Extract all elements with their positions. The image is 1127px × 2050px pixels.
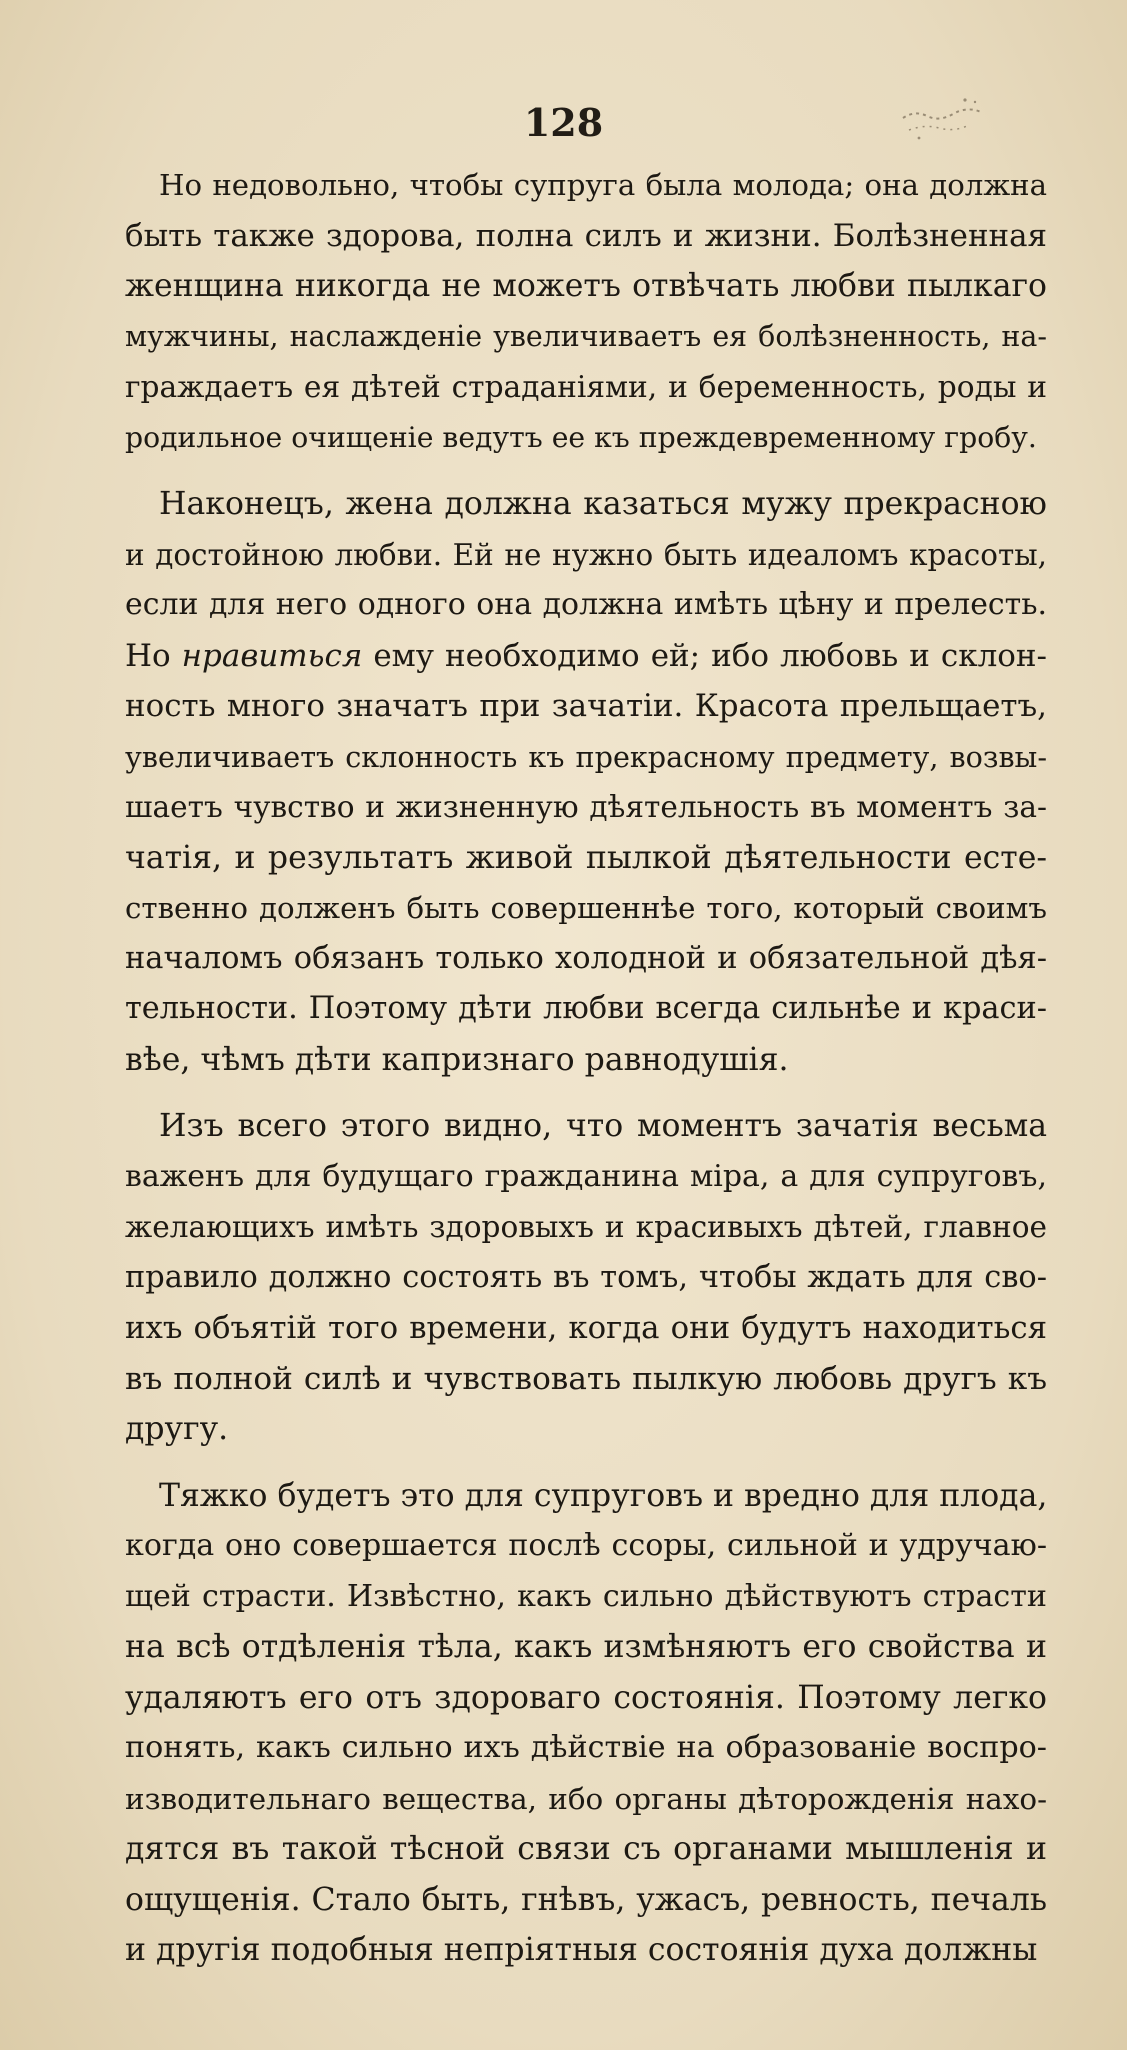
text-line: въ полной силѣ и чувствовать пылкую любовь другъ къ: [125, 1360, 1047, 1397]
paragraph: [125, 479, 1047, 1085]
text-line: когда оно совершается послѣ ссоры, сильной и удручаю-: [125, 1528, 1047, 1563]
text-line: быть также здорова, полна силъ и жизни. Болѣзненная: [125, 217, 1047, 254]
body-text: [125, 160, 1047, 1992]
text-line: Изъ всего этого видно, что моментъ зачатія весьма: [159, 1108, 1047, 1144]
text-line: увеличиваетъ склонность къ прекрасному предмету, возвы-: [125, 739, 1047, 774]
page-number: 128: [523, 100, 604, 145]
text-line: чатія, и результатъ живой пылкой дѣятельности есте-: [125, 839, 1047, 876]
paragraph: [125, 1471, 1047, 1976]
text-line: ственно долженъ быть совершеннѣе того, который своимъ: [125, 891, 1047, 925]
text-line: вѣе, чѣмъ дѣти капризнаго равнодушія.: [125, 1041, 789, 1078]
text-line: тельности. Поэтому дѣти любви всегда сильнѣе и краси-: [125, 991, 1047, 1026]
text-line: удаляютъ его отъ здороваго состоянія. Поэтому легко: [125, 1679, 1047, 1716]
text-line: мужчины, наслажденіе увеличиваетъ ея болѣзненность, на-: [125, 319, 1047, 353]
emphasized-word: нравиться: [181, 637, 363, 674]
text-line: ощущенія. Стало быть, гнѣвъ, ужасъ, ревность, печаль: [125, 1881, 1047, 1918]
text-line: желающихъ имѣть здоровыхъ и красивыхъ дѣтей, главное: [125, 1210, 1047, 1244]
text-line: ность много значатъ при зачатіи. Красота прельщаетъ,: [125, 688, 1047, 724]
text-line: ихъ объятій того времени, когда они будутъ находиться: [125, 1310, 1047, 1346]
library-stamp-mark: [895, 88, 990, 148]
text-line: щей страсти. Извѣстно, какъ сильно дѣйствуютъ страсти: [125, 1578, 1047, 1614]
text-line: родильное очищеніе ведутъ ее къ преждевременному гробу.: [125, 420, 1037, 454]
text-line: Наконецъ, жена должна казаться мужу прекрасною: [159, 486, 1047, 522]
text-line: важенъ для будущаго гражданина міра, а для супруговъ,: [125, 1158, 1047, 1194]
text-line: если для него одного она должна имѣть цѣну и прелесть.: [125, 587, 1047, 622]
text-segment: ему необходимо ей; ибо любовь и склон-: [362, 637, 1047, 674]
text-line: началомъ обязанъ только холодной и обязательной дѣя-: [125, 940, 1047, 976]
text-line: на всѣ отдѣленія тѣла, какъ измѣняютъ его свойства и: [125, 1629, 1047, 1665]
text-line: граждаетъ ея дѣтей страданіями, и беременность, роды и: [125, 369, 1047, 404]
text-line: Тяжко будетъ это для супруговъ и вредно для плода,: [159, 1477, 1048, 1514]
text-line: дятся въ такой тѣсной связи съ органами мышленія и: [125, 1831, 1047, 1867]
text-line: изводительнаго вещества, ибо органы дѣторожденія нахо-: [125, 1781, 1047, 1816]
text-line: и другія подобныя непріятныя состоянія духа должны: [125, 1932, 1038, 1968]
text-line: другу.: [125, 1411, 229, 1447]
text-line: понять, какъ сильно ихъ дѣйствіе на образованіе воспро-: [125, 1730, 1047, 1765]
text-line: Но недовольно, чтобы супруга была молода; она должна: [159, 168, 1047, 202]
paragraph: [125, 160, 1047, 463]
text-segment: Но: [125, 637, 182, 674]
text-line: шаетъ чувство и жизненную дѣятельность въ моментъ за-: [125, 790, 1047, 824]
text-line: и достойною любви. Ей не нужно быть идеаломъ красоты,: [125, 537, 1047, 572]
paragraph: [125, 1101, 1047, 1455]
text-line: женщина никогда не можетъ отвѣчать любви пылкаго: [125, 268, 1047, 304]
text-line: правило должно состоять въ томъ, чтобы ждать для сво-: [125, 1259, 1047, 1295]
text-line: [125, 631, 1047, 682]
